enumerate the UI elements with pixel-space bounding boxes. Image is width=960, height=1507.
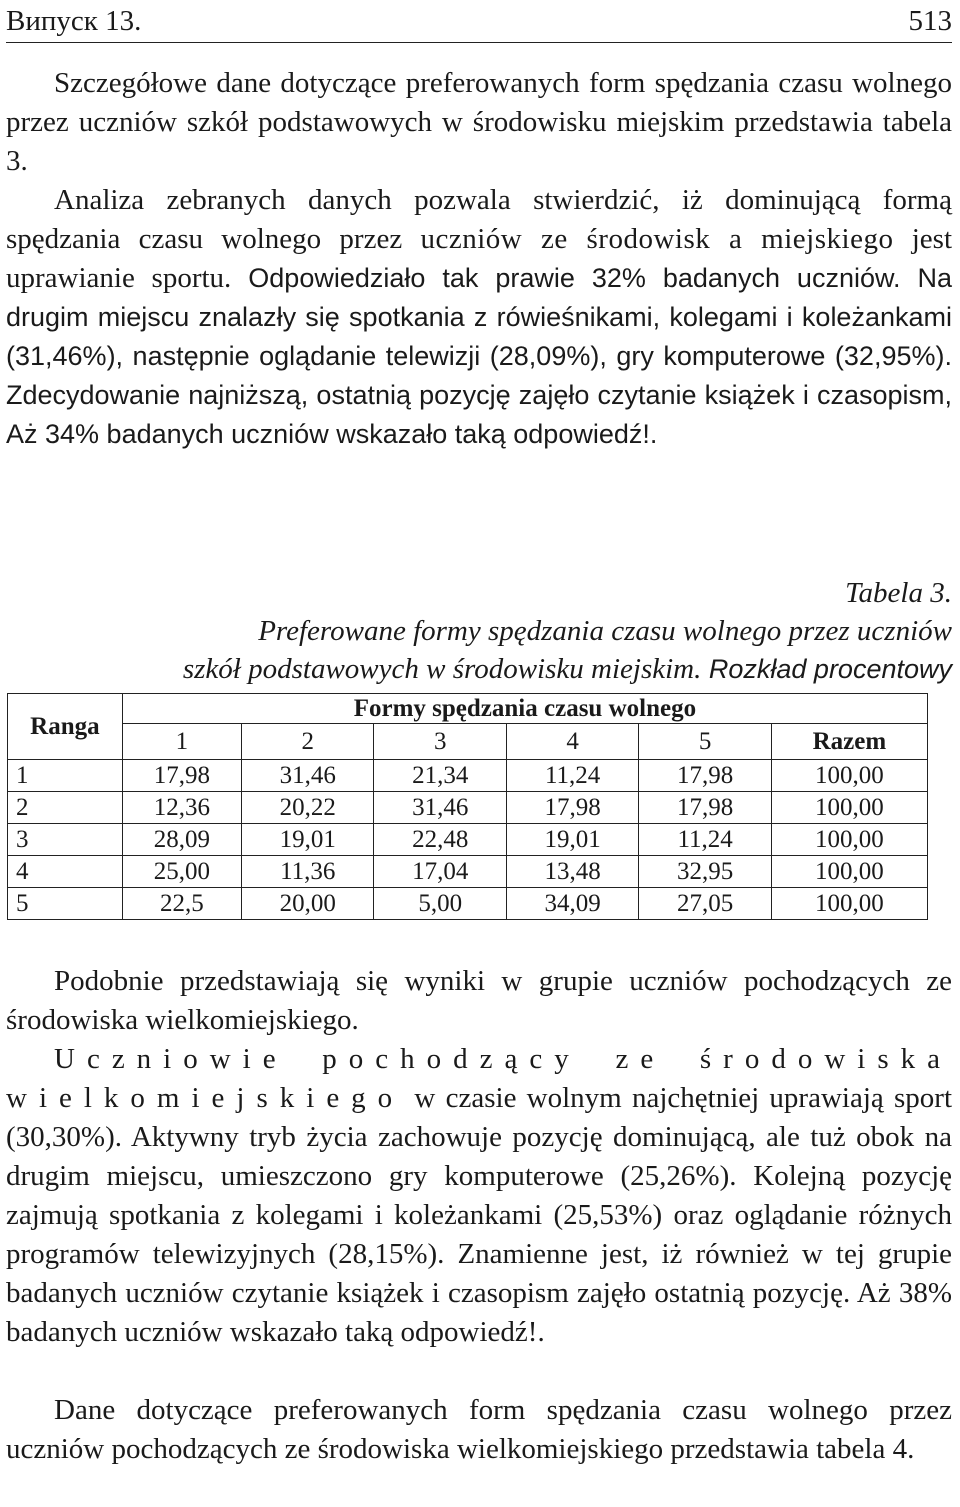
table-title-line2b: Rozkład procentowy [701, 654, 952, 684]
value-cell: 25,00 [122, 856, 241, 888]
value-cell: 17,04 [374, 856, 506, 888]
results-table [7, 693, 928, 920]
paragraph-urban-results [6, 1040, 952, 1352]
value-cell: 27,05 [639, 888, 771, 920]
running-header [6, 2, 952, 43]
value-cell: 12,36 [122, 792, 241, 824]
analysis-text-b: jest uprawianie sportu. [6, 223, 953, 294]
table-title [30, 612, 952, 688]
value-cell: 21,34 [374, 760, 506, 792]
table-title-line1: Preferowane formy spędzania czasu wolnego przez uczniów [258, 615, 952, 647]
value-cell: 20,22 [242, 792, 374, 824]
value-cell: 13,48 [506, 856, 638, 888]
value-cell: 22,48 [374, 824, 506, 856]
total-cell: 100,00 [771, 824, 927, 856]
value-cell: 19,01 [242, 824, 374, 856]
value-cell: 28,09 [122, 824, 241, 856]
paragraph-comparison: Podobnie przedstawiają się wyniki w grupie uczniów pochodzących ze środowiska wielkomiejskiego. [6, 965, 952, 1036]
page-number: 513 [908, 5, 952, 37]
column-header: 4 [506, 724, 638, 760]
total-cell: 100,00 [771, 856, 927, 888]
table-row [8, 888, 928, 920]
value-cell: 17,98 [639, 760, 771, 792]
paragraph-analysis [6, 181, 952, 454]
value-cell: 31,46 [242, 760, 374, 792]
analysis-text-a: Analiza zebranych danych pozwala stwierdzić, iż dominującą formą spędzania czasu wolnego przez [6, 184, 952, 255]
analysis-spaced-phrase: uczniów ze środowisk a miejskiego [420, 223, 894, 255]
issue-label: Випуск 13. [6, 5, 142, 37]
total-cell: 100,00 [771, 760, 927, 792]
urban-spaced-phrase: Uczniowie pochodzący ze środowiska wielkomiejskiego [6, 1043, 952, 1114]
rank-cell: 5 [8, 888, 123, 920]
value-cell: 17,98 [506, 792, 638, 824]
column-header: 3 [374, 724, 506, 760]
value-cell: 34,09 [506, 888, 638, 920]
total-cell: 100,00 [771, 888, 927, 920]
table-row [8, 856, 928, 888]
rank-header: Ranga [8, 694, 123, 760]
table-row [8, 824, 928, 856]
value-cell: 5,00 [374, 888, 506, 920]
value-cell: 19,01 [506, 824, 638, 856]
total-cell: 100,00 [771, 792, 927, 824]
rank-cell: 2 [8, 792, 123, 824]
value-cell: 20,00 [242, 888, 374, 920]
analysis-text-d: Na drugim miejscu znalazły się spotkania z rówieśnikami, kolegami i koleżankami (31,46%), następnie oglądanie telewizji (28,09%), gry komputerowe (32,95%). Zdecydowanie najniższą, ostatnią pozycję zajęło czytanie książek i czasopism, Aż 34% badanych uczniów wskazało taką odpowiedź!. [6, 263, 952, 449]
rank-cell: 3 [8, 824, 123, 856]
value-cell: 17,98 [122, 760, 241, 792]
column-header: 2 [242, 724, 374, 760]
value-cell: 22,5 [122, 888, 241, 920]
value-cell: 32,95 [639, 856, 771, 888]
value-cell: 11,24 [506, 760, 638, 792]
rank-cell: 4 [8, 856, 123, 888]
table-label: Tabela 3. [845, 577, 952, 609]
value-cell: 11,36 [242, 856, 374, 888]
table-row [8, 760, 928, 792]
column-header: 5 [639, 724, 771, 760]
value-cell: 31,46 [374, 792, 506, 824]
table-title-line2a: szkół podstawowych w środowisku miejskim. [182, 653, 702, 685]
value-cell: 11,24 [639, 824, 771, 856]
group-header: Formy spędzania czasu wolnego [122, 694, 927, 724]
paragraph-intro: Szczegółowe dane dotyczące preferowanych form spędzania czasu wolnego przez uczniów szkół podstawowych w środowisku miejskim przedstawia tabela 3. [6, 67, 952, 177]
table-row [8, 792, 928, 824]
analysis-text-c: Odpowiedziało tak prawie 32% badanych uczniów. [231, 263, 901, 293]
paragraph-table4-intro: Dane dotyczące preferowanych form spędzania czasu wolnego przez uczniów pochodzących ze środowiska wielkomiejskiego przedstawia tabela 4. [6, 1394, 952, 1465]
rank-cell: 1 [8, 760, 123, 792]
column-header: 1 [122, 724, 241, 760]
total-column-header: Razem [771, 724, 927, 760]
urban-results-text: w czasie wolnym najchętniej uprawiają sport (30,30%). Aktywny tryb życia zachowuje pozycję dominującą, ale tuż obok na drugim miejscu, umieszczono gry komputerowe (25,26%). Kolejną pozycję zajmują spotkania z kolegami i koleżankami (25,53%) oraz oglądanie różnych programów telewizyjnych (28,15%). Znamienne jest, iż również w tej grupie badanych uczniów czytanie książek i czasopism zajęło ostatnią pozycję. Aż 38% badanych uczniów wskazało taką odpowiedź!. [6, 1082, 952, 1348]
value-cell: 17,98 [639, 792, 771, 824]
